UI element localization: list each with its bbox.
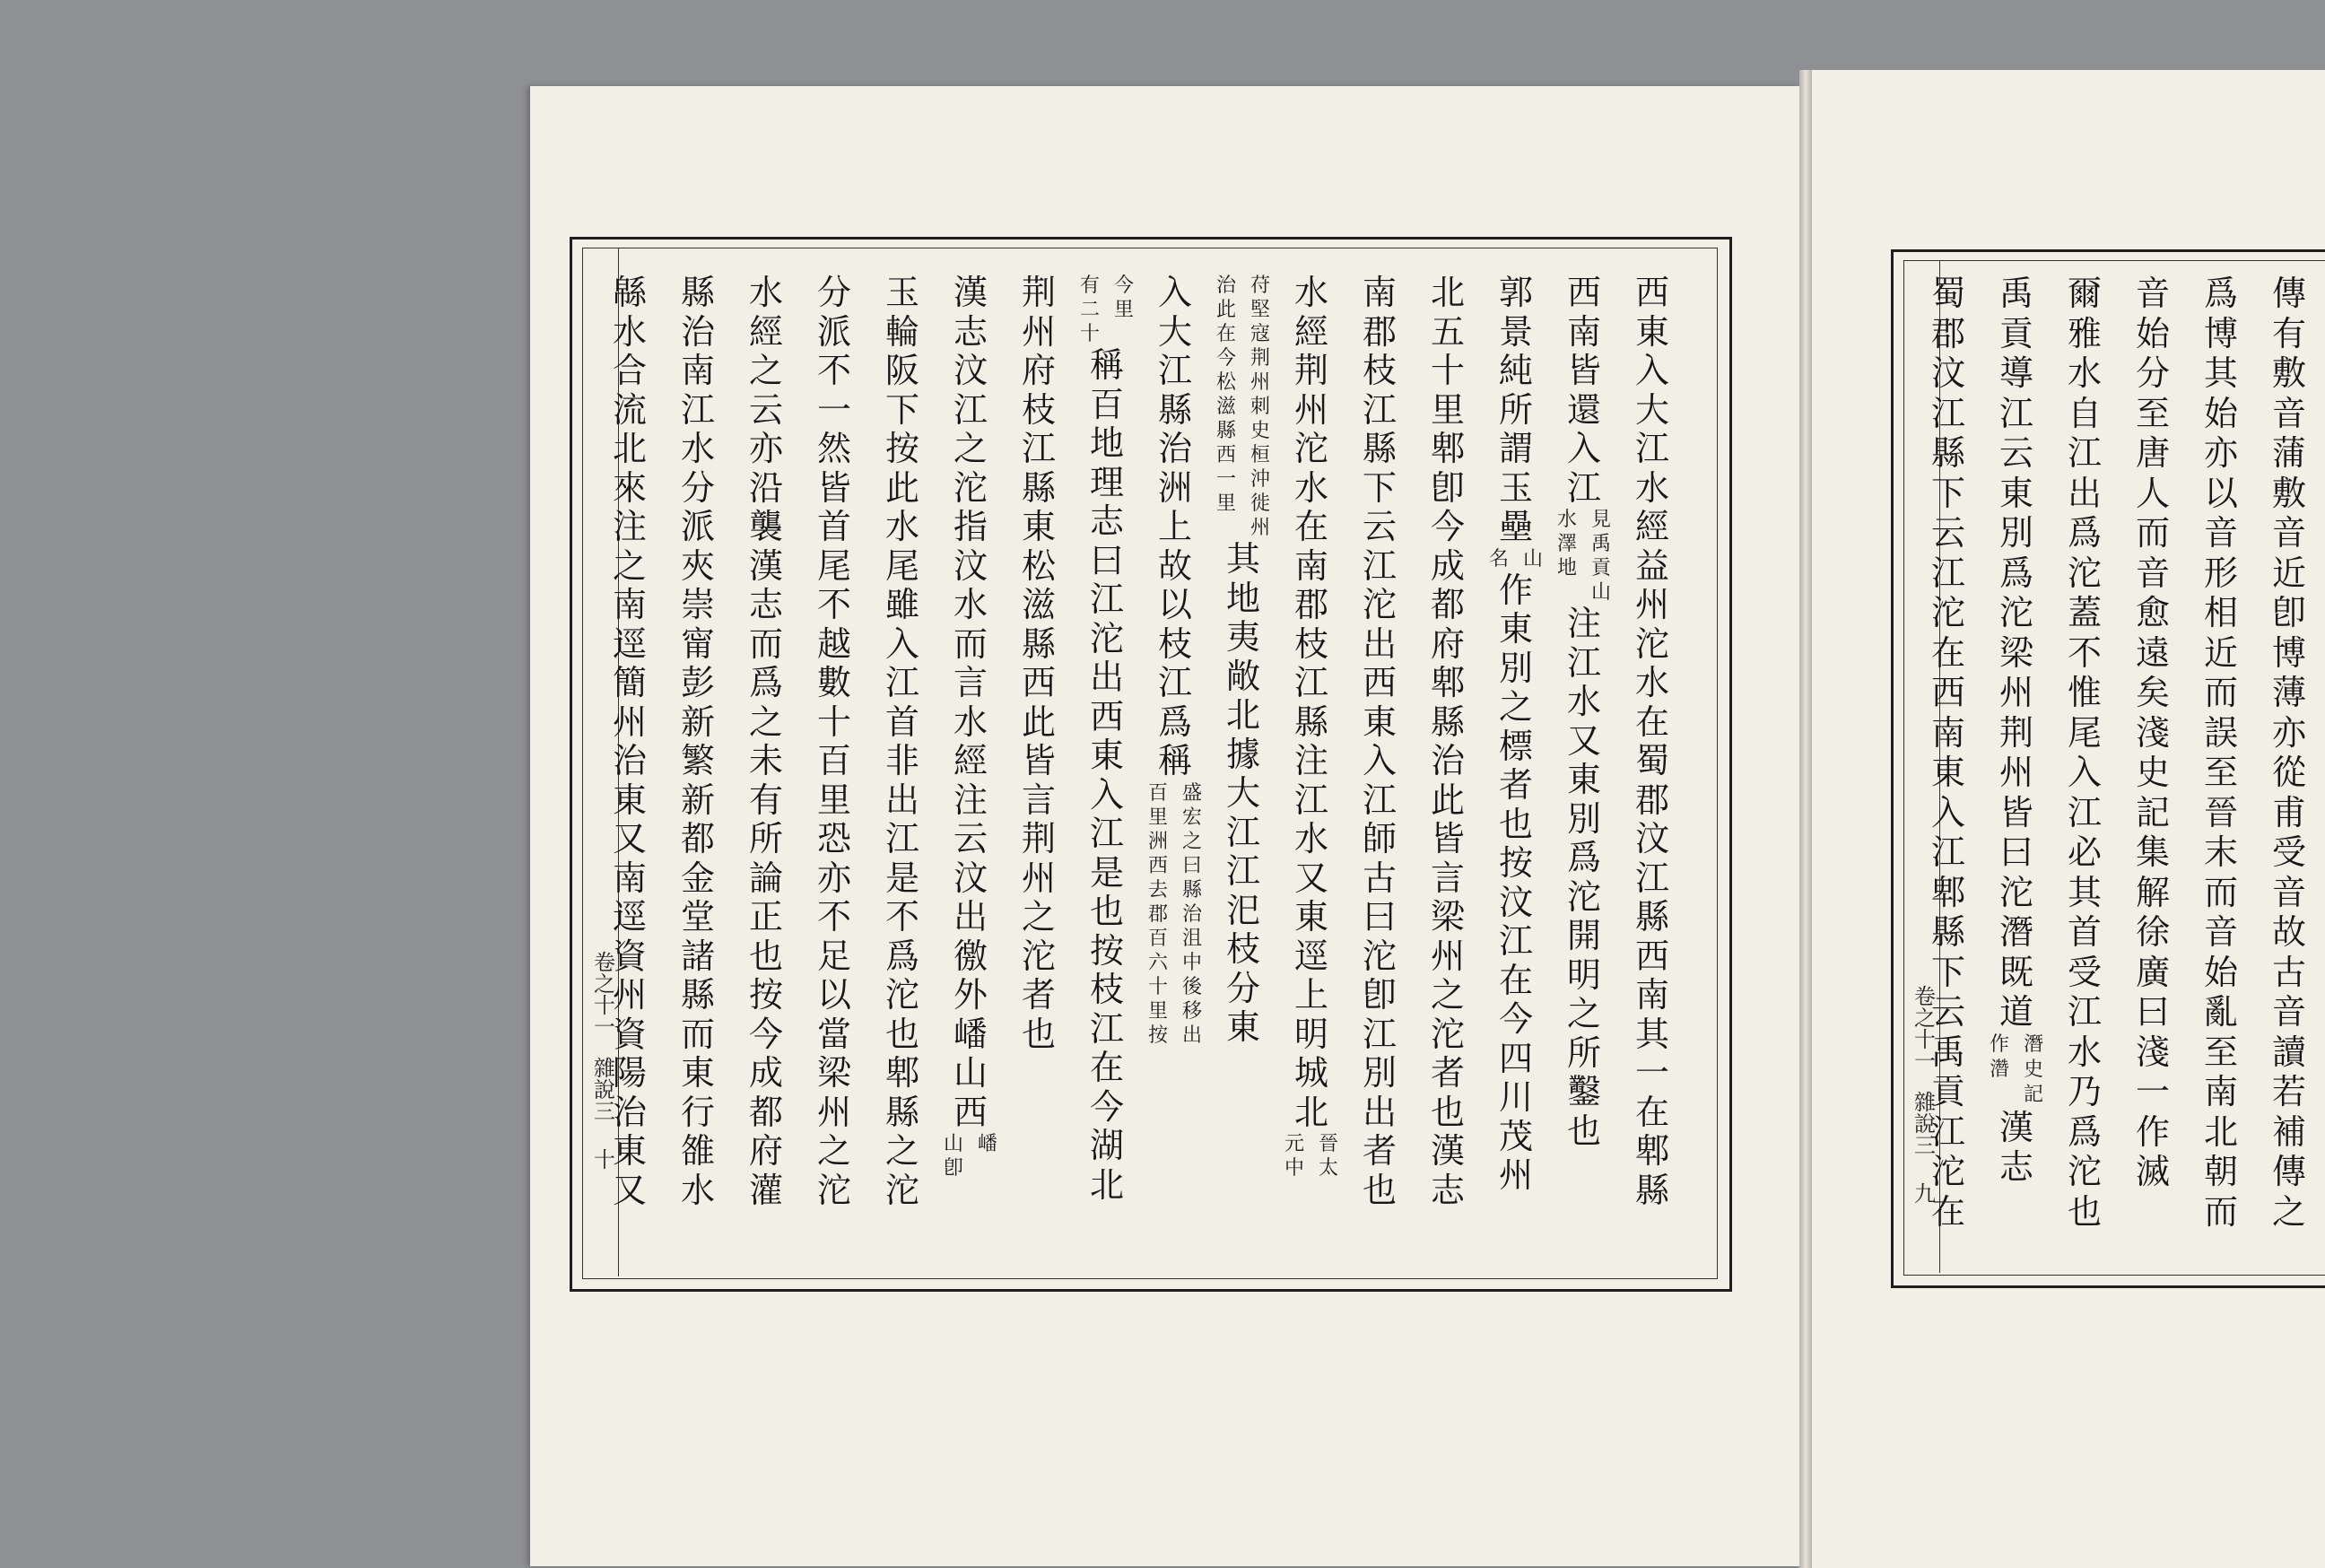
- text-column: 緜 水 合 流 北 來 注 之 南 逕 簡 州 治 東 又 南 逕 資 州 資 陽 治 東 又: [612, 273, 647, 1210]
- left-section-label: 雜說三: [589, 1057, 615, 1121]
- text-column: 漢 志 汶 江 之 沱 指 汶 水 而 言 水 經 注 云 汶 出 徼 外 嶓 山 西 嶓 山 卽: [936, 274, 1005, 1180]
- text-column: 玉 輪 阪 下 按 此 水 尾 雖 入 江 首 非 出 江 是 不 爲 沱 也 郫 縣 之 沱: [884, 273, 919, 1210]
- right-section-label: 雜說三: [1910, 1091, 1936, 1155]
- left-margin-label: [585, 951, 621, 1256]
- text-column: 蜀 郡 汶 江 縣 下 云 江 沱 在 西 南 東 入 江 郫 縣 下 云 禹 貢 江 沱 在: [1930, 274, 1965, 1232]
- text-column: 爾 雅 水 自 江 出 爲 沱 蓋 不 惟 尾 入 江 必 其 首 受 江 水 乃 爲 沱 也: [2067, 274, 2102, 1232]
- text-column: 西 東 入 大 江 水 經 益 州 沱 水 在 蜀 郡 汶 江 縣 西 南 其 一 在 郫 縣: [1634, 273, 1669, 1210]
- book-gutter: [1799, 70, 1812, 1568]
- right-margin-label: [1905, 985, 1941, 1290]
- text-column: 今 里 有 二 十 稱 百 地 理 志 曰 江 沱 出 西 東 入 江 是 也 按 枝 江 在 今 湖 北: [1073, 274, 1141, 1205]
- text-column: 荆 州 府 枝 江 縣 東 松 滋 縣 西 此 皆 言 荆 州 之 沱 者 也: [1021, 273, 1056, 1054]
- text-column: 水 經 之 云 亦 沿 襲 漢 志 而 爲 之 未 有 所 論 正 也 按 今 成 都 府 灌: [748, 273, 783, 1210]
- text-column: 郭 景 純 所 謂 玉 壘 山 名 作 東 別 之 標 者 也 按 汶 江 在 今 四 川 茂 州: [1482, 274, 1550, 1196]
- interlinear-note: 山 名: [1488, 547, 1543, 571]
- text-column: 傳 有 敷 音 蒲 敷 音 近 卽 博 薄 亦 從 甫 受 音 故 古 音 讀 若 補 傳 之: [2271, 274, 2306, 1232]
- right-page-number: 九: [1910, 1182, 1936, 1204]
- text-column: 入 大 江 縣 治 洲 上 故 以 枝 江 爲 稱 盛 宏 之 曰 縣 治 沮 中 後 移 出 百 里 洲 西 去 郡 百 六 十 里 按: [1141, 274, 1209, 1048]
- left-page-number: 十: [589, 1148, 615, 1170]
- text-column: 音 始 分 至 唐 人 而 音 愈 遠 矣 淺 史 記 集 解 徐 廣 曰 淺 一 作 滅: [2135, 274, 2170, 1191]
- right-volume-label: 卷之十一: [1910, 985, 1936, 1071]
- interlinear-note: 見 禹 貢 山 水 澤 地: [1556, 509, 1611, 604]
- interlinear-note: 今 里 有 二 十: [1079, 274, 1134, 345]
- text-column: 北 五 十 里 郫 卽 今 成 都 府 郫 縣 治 此 皆 言 梁 州 之 沱 者 也 漢 志: [1430, 273, 1465, 1210]
- text-column: 爲 博 其 始 亦 以 音 形 相 近 而 誤 至 晉 末 而 音 始 亂 至 南 北 朝 而: [2203, 274, 2238, 1232]
- text-column: 苻 堅 寇 荆 州 刺 史 桓 沖 徙 州 治 此 在 今 松 滋 縣 西 一 里 其 地 夷 敞 北 據 大 江 江 汜 枝 分 東: [1209, 274, 1277, 1048]
- interlinear-note: 晉 太 元 中: [1284, 1133, 1338, 1180]
- text-column: 分 派 不 一 然 皆 首 尾 不 越 數 十 百 里 恐 亦 不 足 以 當 梁 州 之 沱: [816, 273, 851, 1210]
- interlinear-note: 盛 宏 之 曰 縣 治 沮 中 後 移 出 百 里 洲 西 去 郡 百 六 十 里 按: [1147, 781, 1202, 1047]
- text-column: 禹 貢 導 江 云 東 別 爲 沱 梁 州 荆 州 皆 曰 沱 潛 既 道 潛 史 記 作 濳 漢 志: [1982, 274, 2051, 1188]
- text-column: 縣 治 南 江 水 分 派 夾 崇 甯 彭 新 繁 新 都 金 堂 諸 縣 而 東 行 雒 水: [680, 273, 715, 1210]
- interlinear-note: 苻 堅 寇 荆 州 刺 史 桓 沖 徙 州 治 此 在 今 松 滋 縣 西 一 里: [1215, 274, 1270, 539]
- text-column: 南 郡 枝 江 縣 下 云 江 沱 出 西 東 入 江 師 古 曰 沱 卽 江 別 出 者 也: [1362, 273, 1397, 1210]
- text-column: 西 南 皆 還 入 江 見 禹 貢 山 水 澤 地 注 江 水 又 東 別 爲 沱 開 明 之 所 鑿 也: [1550, 274, 1618, 1151]
- interlinear-note: 嶓 山 卽: [943, 1133, 997, 1180]
- interlinear-note: 潛 史 記 作 濳: [1989, 1032, 2043, 1106]
- left-volume-label: 卷之十一: [589, 951, 615, 1037]
- text-column: 水 經 荆 州 沱 水 在 南 郡 枝 江 縣 注 江 水 又 東 逕 上 明 城 北 晉 太 元 中: [1277, 274, 1345, 1180]
